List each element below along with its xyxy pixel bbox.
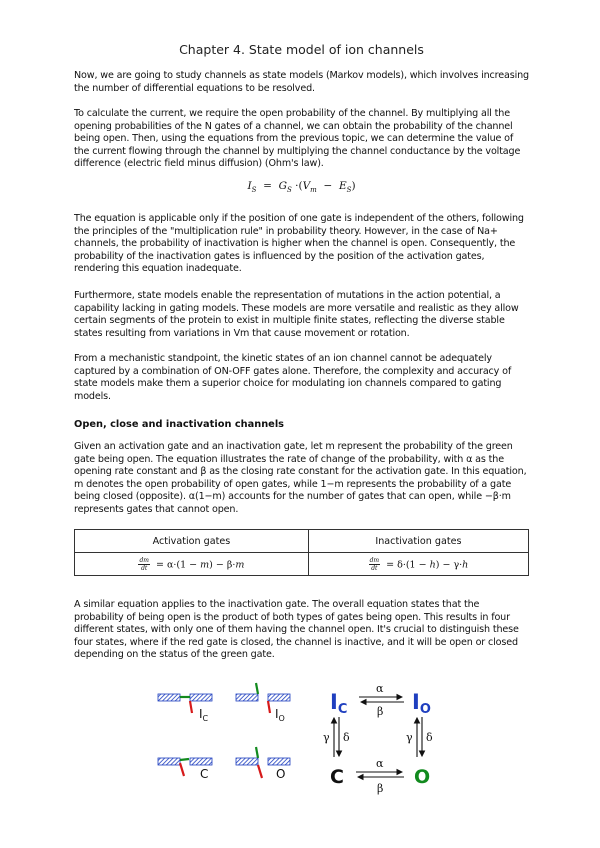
svg-text:IO: $I_O$: [275, 707, 285, 723]
state-c: C: [330, 766, 344, 788]
inactivation-equation: $\frac{dm}{dt}$ = δ·(1 − h) − γ·h: [308, 553, 528, 576]
gates-table: [74, 529, 529, 576]
rate-alpha-bottom: α: [376, 757, 384, 770]
channel-states-diagram: [86, 675, 446, 825]
paragraph-current: To calculate the current, we require the open probability of the channel. By multiplying all the opening probabilities of the N gates of a channel, we can obtain the probability of the channel being open. Then, using the equations from the previous topic, we can determine the value of the current flowing through the channel by multiplying the channel conductance by the voltage difference (electric field minus diffusion) (Ohm's law).: [74, 108, 521, 170]
paragraph-multiplication-rule: The equation is applicable only if the position of one gate is independent of the others, following the principles of the "multiplication rule" in probability theory. However, in the case of Na+ channels, the probability of inactivation is higher when the channel is open. Consequently, the probability of the inactivation gates is influenced by the position of the activation gates, rendering this equation inadequate.: [74, 213, 524, 275]
svg-text:C: C: [200, 767, 209, 781]
state-o: O: [414, 766, 431, 788]
gate-state-ic: [158, 694, 212, 723]
gate-state-io: [236, 683, 290, 723]
rate-gamma-left: γ: [323, 731, 330, 744]
current-equation: $I_S = G_S \cdot(V_m - E_S)$: [247, 180, 356, 195]
paragraph-four-states: A similar equation applies to the inactivation gate. The overall equation states that the probability of being open is the product of both types of gates being open. This results in four different states, with only one of them having the channel open. It's crucial to distinguish these four states, where if the red gate is closed, the channel is inactive, and it will be open or closed depending on the status of the green gate.: [74, 599, 519, 661]
state-io: IO: [412, 690, 431, 717]
section-heading: Open, close and inactivation channels: [74, 419, 285, 430]
header-inactivation: Inactivation gates: [308, 530, 528, 553]
rate-beta-bottom: β: [377, 782, 384, 795]
paragraph-mutations: Furthermore, state models enable the representation of mutations in the action potential, a capability lacking in gating models. These models are more versatile and realistic as they allow certain segments of the protein to exist in multiple finite states, reflecting the diverse stable states resulting from variations in Vm that cause movement or rotation.: [74, 290, 519, 339]
rate-beta-top: β: [377, 705, 384, 718]
page-title: Chapter 4. State model of ion channels: [179, 42, 424, 57]
state-ic: IC: [330, 690, 348, 717]
paragraph-intro: Now, we are going to study channels as state models (Markov models), which involves increasing the number of differential equations to be resolved.: [74, 70, 529, 94]
rate-gamma-right: γ: [406, 731, 413, 744]
paragraph-gates: Given an activation gate and an inactivation gate, let m represent the probability of the green gate being open. The equation illustrates the rate of change of the probability, with α as the opening rate constant and β as the closing rate constant for the activation gate. In this equation, m denotes the open probability of open gates, while 1−m represents the probability of a gate being closed (opposite). α(1−m) accounts for the number of gates that can open, while −β·m represents gates that cannot open.: [74, 441, 527, 515]
gate-state-c: [158, 758, 212, 781]
svg-text:O: O: [276, 767, 286, 781]
activation-equation: $\frac{dm}{dt}$ = α·(1 − m) − β·m: [75, 553, 309, 576]
rate-delta-left: δ: [343, 731, 350, 744]
rate-alpha-top: α: [376, 682, 384, 695]
paragraph-mechanistic: From a mechanistic standpoint, the kinetic states of an ion channel cannot be adequately captured by a combination of ON-OFF gates alone. Therefore, the complexity and accuracy of state models make them a superior choice for modulating ion channels compared to gating models.: [74, 353, 512, 402]
svg-text:IC: $I_C$: [199, 707, 209, 723]
gate-state-o: [236, 747, 290, 781]
rate-delta-right: δ: [426, 731, 433, 744]
kinetic-scheme: [323, 682, 433, 795]
header-activation: Activation gates: [75, 530, 309, 553]
